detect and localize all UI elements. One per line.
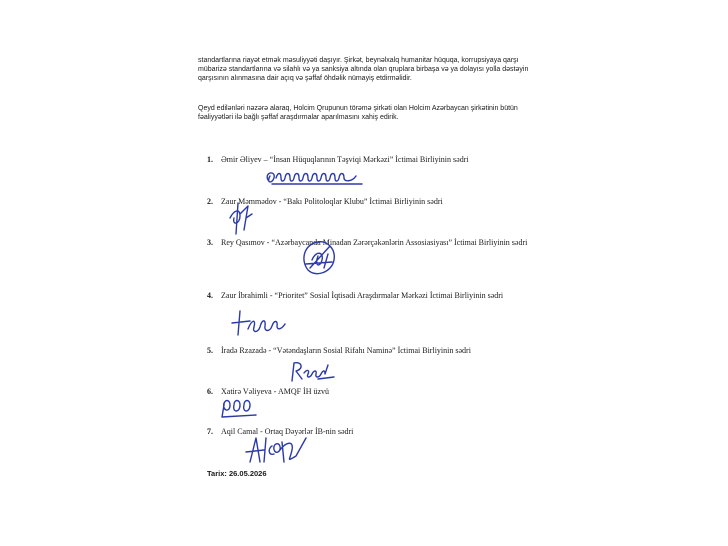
signatory-text: Xatirə Vəliyeva - AMQF İH üzvü: [221, 387, 330, 396]
signature-7: [236, 432, 312, 466]
signatory-number: 7.: [207, 427, 213, 436]
signatory-text: İradə Rzazadə - “Vətəndaşların Sosial Rifahı Naminə” İctimai Birliyinin sədri: [221, 346, 471, 355]
signature-1: [262, 166, 382, 188]
intro-paragraph: standartlarına riayət etmək məsuliyyəti daşıyır. Şirkət, beynəlxalq humanitar hüquqa, korrupsiyaya qarşı mübarizə standartlarına və silahlı və ya sanksiya altında olan qruplara birbaşa və ya dolayısı yolla dəstəyin qarşısının alınmasına dair açıq və şəffaf öhdəlik nümayiş etdirməlidir.: [198, 57, 529, 83]
signatory-number: 1.: [207, 155, 213, 164]
signatory-2: [207, 196, 537, 209]
signatory-5: [207, 345, 537, 358]
signature-3: [298, 238, 340, 278]
date-value: 26.05.2026: [228, 469, 267, 478]
signatory-text: Əmir Əliyev – “İnsan Hüquqlarının Təşviqi Mərkəzi” İctimai Birliyinin sədri: [221, 155, 469, 164]
signatory-number: 5.: [207, 346, 213, 355]
signatory-text: Rey Qasımov - “Azərbaycanda Minadan Zərərçəkənlərin Assosiasiyası” İctimai Birliyinin sədri: [221, 238, 528, 247]
signatory-text: Zaur İbrahimli - “Prioritet” Sosial İqtisadi Araşdırmalar Mərkəzi İctimai Birliyinin sədri: [221, 291, 504, 300]
date-label: Tarix:: [207, 469, 227, 478]
signature-6: [220, 397, 260, 419]
signatory-text: Aqil Camal - Ortaq Dəyərlər İB-nin sədri: [221, 427, 354, 436]
signatory-1: [207, 154, 537, 167]
signature-5: [288, 359, 336, 385]
request-paragraph: Qeyd edilənləri nəzərə alaraq, Holcim Qrupunun törəmə şirkəti olan Holcim Azərbaycan şirkətinin bütün fəaliyyətləri ilə bağlı şəffaf araşdırmalar aparılmasını xahiş edirik.: [198, 105, 518, 122]
signature-4: [230, 307, 286, 337]
date-line: [207, 469, 267, 478]
signatory-3: [207, 237, 537, 250]
signature-2: [226, 200, 256, 236]
signatory-number: 6.: [207, 387, 213, 396]
signatory-number: 3.: [207, 238, 213, 247]
signatory-4: [207, 290, 537, 303]
signatory-number: 2.: [207, 197, 213, 206]
signatory-text: Zaur Məmmədov - “Bakı Politoloqlar Klubu” İctimai Birliyinin sədri: [221, 197, 443, 206]
signatory-number: 4.: [207, 291, 213, 300]
